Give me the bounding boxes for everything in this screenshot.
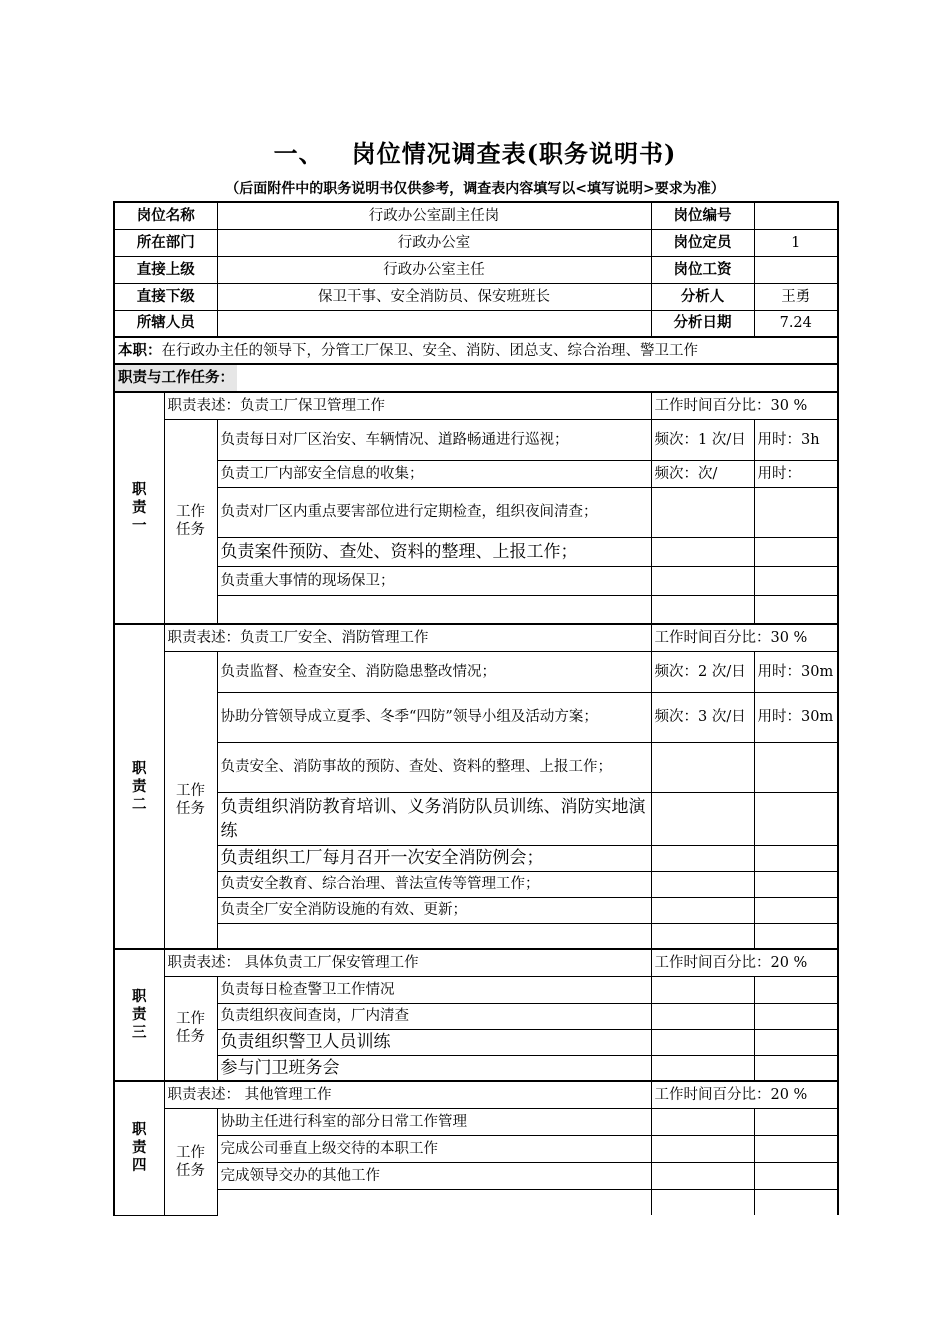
duty-1-task: 负责每日对厂区治安、车辆情况、道路畅通进行巡视； <box>217 419 651 460</box>
duty-2-task: 协助分管领导成立夏季、冬季“四防”领导小组及活动方案； <box>217 692 651 742</box>
analyst-value: 王勇 <box>754 283 838 310</box>
analysis-date-value: 7.24 <box>754 310 838 337</box>
duty-2-task-freq <box>651 871 754 897</box>
duty-2-task-time <box>754 845 838 871</box>
duty-3-task: 负责组织警卫人员训练 <box>217 1029 651 1055</box>
analysis-date-label: 分析日期 <box>651 310 754 337</box>
main-duty-label: 本职： <box>118 341 162 359</box>
duty-4-task-time <box>754 1135 838 1162</box>
staff-label: 所辖人员 <box>114 310 217 337</box>
headcount-label: 岗位定员 <box>651 229 754 256</box>
duty-2-task-freq <box>651 923 754 949</box>
duty-3-time: 工作时间百分比：20 % <box>651 949 838 976</box>
duty-1-task-time <box>754 537 838 566</box>
duty-2-task: 负责安全教育、综合治理、普法宣传等管理工作； <box>217 871 651 897</box>
staff-value <box>217 310 651 337</box>
department-value: 行政办公室 <box>217 229 651 256</box>
duty-2-task: 负责组织消防教育培训、义务消防队员训练、消防实地演练 <box>217 792 651 845</box>
duty-3-task-freq <box>651 976 754 1003</box>
headcount-value: 1 <box>754 229 838 256</box>
duty-1-task-freq <box>651 487 754 537</box>
duty-2-task-time <box>754 897 838 923</box>
duty-1-task-freq <box>651 537 754 566</box>
superior-value: 行政办公室主任 <box>217 256 651 283</box>
duty-4-task-freq <box>651 1135 754 1162</box>
title-number: 一、 <box>273 139 324 168</box>
salary-label: 岗位工资 <box>651 256 754 283</box>
duty-2-task-time: 用时：30m <box>754 692 838 742</box>
duty-2-task-time <box>754 871 838 897</box>
duty-2-task-time <box>754 742 838 792</box>
duty-2-task-freq <box>651 897 754 923</box>
duty-1-task-label: 工作 任务 <box>164 419 217 624</box>
duty-4-task: 协助主任进行科室的部分日常工作管理 <box>217 1108 651 1135</box>
duty-4-task-time <box>754 1108 838 1135</box>
duty-4-task <box>217 1189 651 1215</box>
duty-3-task-time <box>754 1055 838 1081</box>
duty-3-desc: 职责表述： 具体负责工厂保安管理工作 <box>164 949 651 976</box>
page-title <box>0 134 950 169</box>
duty-1-name: 职 责 一 <box>114 392 164 624</box>
duty-2-task-time <box>754 923 838 949</box>
duty-1-task-freq: 频次：次/ <box>651 460 754 487</box>
duty-4-task-time <box>754 1162 838 1189</box>
duty-2-task-freq: 频次：2 次/日 <box>651 651 754 692</box>
duty-1-task <box>217 595 651 624</box>
position-name-label: 岗位名称 <box>114 202 217 229</box>
duty-3-name: 职 责 三 <box>114 949 164 1081</box>
duty-1-time: 工作时间百分比：30 % <box>651 392 838 419</box>
duty-2-task-label: 工作 任务 <box>164 651 217 949</box>
duty-2-task: 负责安全、消防事故的预防、查处、资料的整理、上报工作； <box>217 742 651 792</box>
responsibilities-label: 职责与工作任务： <box>115 365 237 391</box>
duty-1-task-time <box>754 487 838 537</box>
duty-3-task-time <box>754 1029 838 1055</box>
duty-2-task: 负责监督、检查安全、消防隐患整改情况； <box>217 651 651 692</box>
page-subtitle: （后面附件中的职务说明书仅供参考，调查表内容填写以<填写说明>要求为准） <box>225 181 725 197</box>
duty-2-desc: 职责表述：负责工厂安全、消防管理工作 <box>164 624 651 651</box>
duty-2-task <box>217 923 651 949</box>
duty-3-task: 负责组织夜间查岗，厂内清查 <box>217 1003 651 1029</box>
duty-1-task: 负责案件预防、查处、资料的整理、上报工作； <box>217 537 651 566</box>
duty-2-task: 负责组织工厂每月召开一次安全消防例会； <box>217 845 651 871</box>
duty-2-task-freq <box>651 742 754 792</box>
position-name-value: 行政办公室副主任岗 <box>217 202 651 229</box>
duty-1-task-freq: 频次：1 次/日 <box>651 419 754 460</box>
duty-4-name: 职 责 四 <box>114 1081 164 1215</box>
superior-label: 直接上级 <box>114 256 217 283</box>
duty-1-task-time: 用时： <box>754 460 838 487</box>
duty-1-task: 负责工厂内部安全信息的收集； <box>217 460 651 487</box>
duty-2-time: 工作时间百分比：30 % <box>651 624 838 651</box>
duty-4-task-freq <box>651 1108 754 1135</box>
responsibilities-header <box>114 364 838 392</box>
main-duty <box>114 337 838 364</box>
duty-3-task-freq <box>651 1055 754 1081</box>
duty-3-task-time <box>754 1003 838 1029</box>
duty-3-task-freq <box>651 1003 754 1029</box>
department-label: 所在部门 <box>114 229 217 256</box>
duty-4-task-label: 工作 任务 <box>164 1108 217 1215</box>
duty-3-task-label: 工作 任务 <box>164 976 217 1081</box>
duty-4-time: 工作时间百分比：20 % <box>651 1081 838 1108</box>
subordinate-label: 直接下级 <box>114 283 217 310</box>
duty-2-name: 职 责 二 <box>114 624 164 949</box>
job-survey-table <box>113 201 839 1216</box>
duty-1-task: 负责重大事情的现场保卫； <box>217 566 651 595</box>
duty-4-task-freq <box>651 1162 754 1189</box>
analyst-label: 分析人 <box>651 283 754 310</box>
duty-3-task-freq <box>651 1029 754 1055</box>
main-duty-text: 在行政办主任的领导下，分管工厂保卫、安全、消防、团总支、综合治理、警卫工作 <box>161 342 698 359</box>
duty-1-task-time <box>754 566 838 595</box>
duty-1-task-time: 用时：3h <box>754 419 838 460</box>
duty-2-task-freq <box>651 845 754 871</box>
position-code-label: 岗位编号 <box>651 202 754 229</box>
duty-4-task-freq <box>651 1189 754 1215</box>
position-code-value <box>754 202 838 229</box>
duty-4-desc: 职责表述： 其他管理工作 <box>164 1081 651 1108</box>
duty-2-task-freq: 频次：3 次/日 <box>651 692 754 742</box>
duty-3-task: 参与门卫班务会 <box>217 1055 651 1081</box>
subordinate-value: 保卫干事、安全消防员、保安班班长 <box>217 283 651 310</box>
duty-1-task-freq <box>651 566 754 595</box>
duty-3-task-time <box>754 976 838 1003</box>
duty-4-task: 完成领导交办的其他工作 <box>217 1162 651 1189</box>
salary-value <box>754 256 838 283</box>
duty-1-task-time <box>754 595 838 624</box>
duty-4-task-time <box>754 1189 838 1215</box>
duty-2-task-time <box>754 792 838 845</box>
title-text: 岗位情况调查表(职务说明书) <box>351 139 677 168</box>
duty-1-task: 负责对厂区内重点要害部位进行定期检查，组织夜间清查； <box>217 487 651 537</box>
duty-2-task: 负责全厂安全消防设施的有效、更新； <box>217 897 651 923</box>
duty-4-task: 完成公司垂直上级交待的本职工作 <box>217 1135 651 1162</box>
duty-2-task-freq <box>651 792 754 845</box>
duty-1-desc: 职责表述：负责工厂保卫管理工作 <box>164 392 651 419</box>
duty-2-task-time: 用时：30m <box>754 651 838 692</box>
duty-1-task-freq <box>651 595 754 624</box>
duty-3-task: 负责每日检查警卫工作情况 <box>217 976 651 1003</box>
